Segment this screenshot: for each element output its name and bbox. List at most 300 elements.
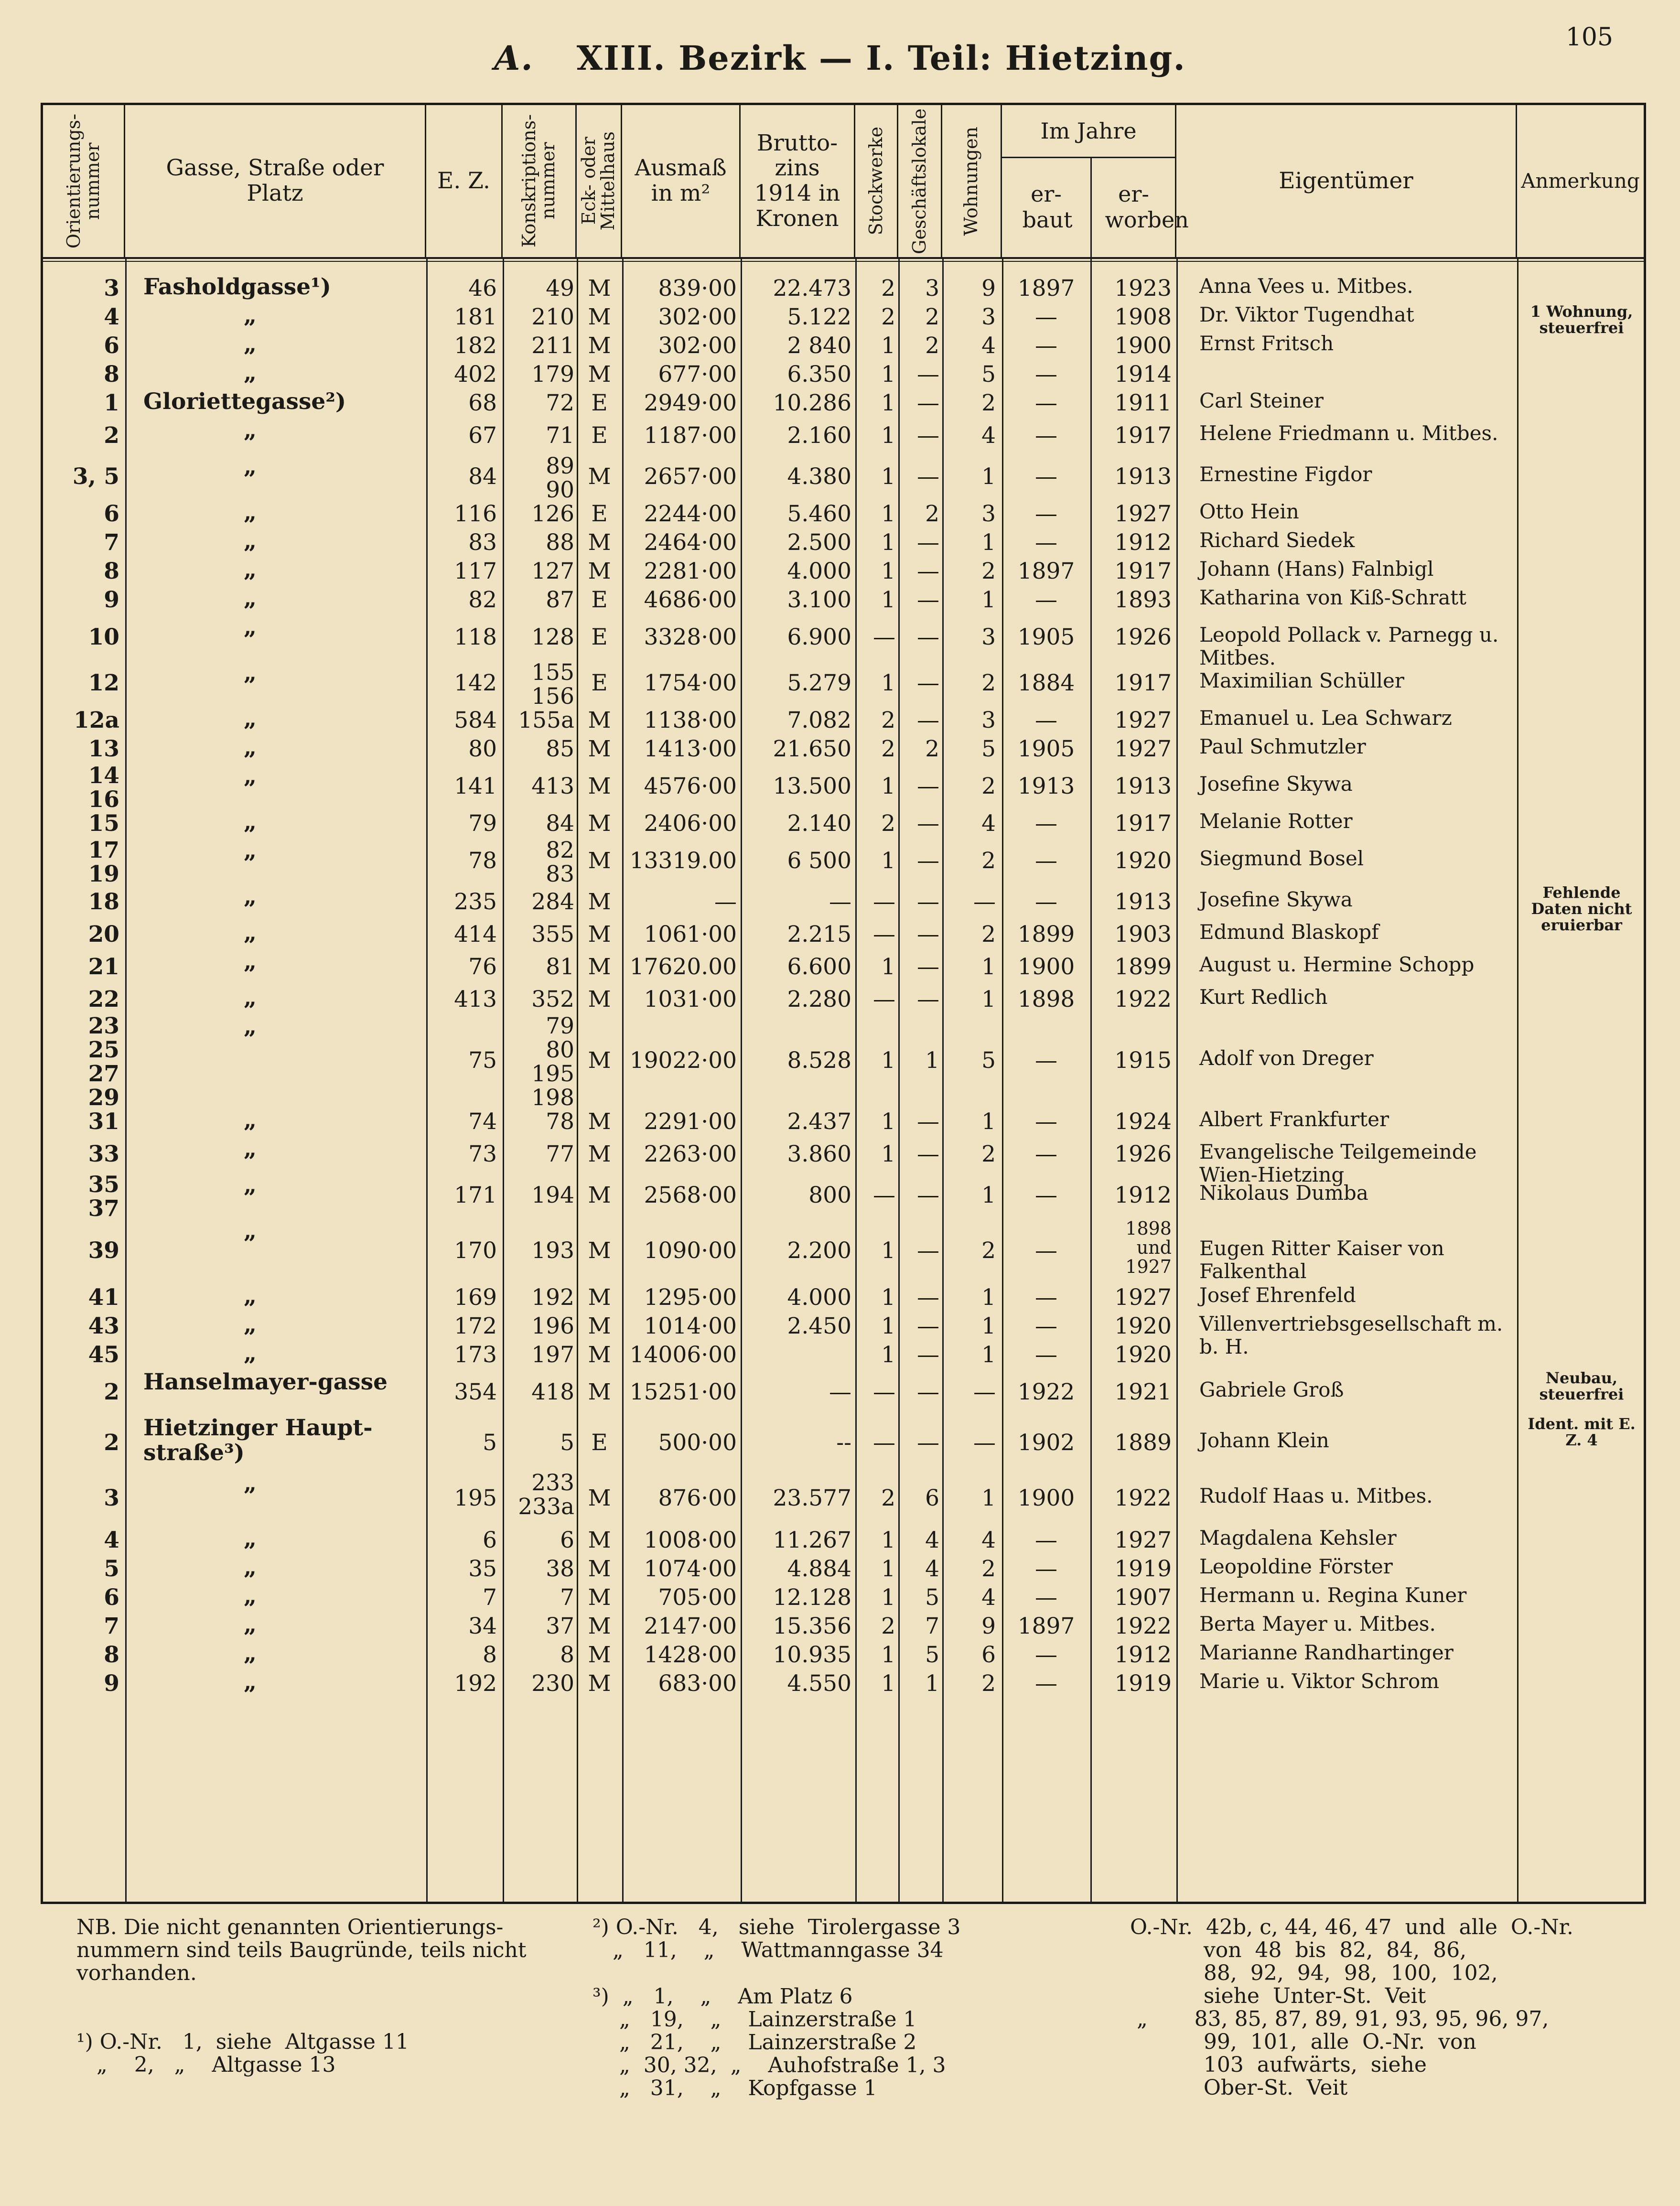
table-row	[43, 500, 1644, 529]
table-row	[43, 1527, 1644, 1555]
cell-g: 4	[925, 1556, 939, 1582]
cell-g: —	[917, 889, 939, 915]
cell-owner: August u. Hermine Schopp	[1199, 953, 1475, 976]
cell-z: 10.286	[773, 390, 851, 416]
cell-nr: 13	[88, 736, 119, 762]
cell-k: 355	[531, 921, 574, 947]
cell-k: 37	[546, 1613, 574, 1639]
cell-z: 2.140	[787, 810, 851, 837]
cell-k: 71	[546, 422, 574, 449]
cell-street: „	[244, 1554, 257, 1581]
cell-z: 7.082	[787, 707, 851, 733]
cell-ez: 7	[483, 1584, 497, 1611]
cell-nr: 12a	[74, 707, 119, 733]
cell-bau: 1905	[1017, 624, 1075, 650]
cell-bau: 1897	[1017, 1613, 1075, 1639]
cell-street: „	[244, 1612, 257, 1638]
cell-owner: Ernst Fritsch	[1199, 332, 1334, 355]
cell-s: 1	[881, 422, 895, 449]
header-rule	[43, 257, 1644, 259]
table-row	[43, 1284, 1644, 1313]
cell-g: 2	[925, 736, 939, 762]
cell-z: 2.200	[787, 1238, 851, 1264]
cell-bau: —	[1035, 1313, 1057, 1339]
col-header-konskr: Konskriptions- nummer	[503, 105, 577, 257]
cell-g: —	[917, 1430, 939, 1456]
cell-s: 1	[881, 333, 895, 359]
cell-z: 2.215	[787, 921, 851, 947]
cell-w: 9	[981, 275, 996, 301]
cell-street: Hanselmayer-gasse	[143, 1369, 388, 1395]
cell-bau: 1898	[1017, 986, 1075, 1012]
cell-street: „	[244, 809, 257, 835]
cell-owner: Anna Vees u. Mitbes.	[1199, 274, 1413, 298]
page-header	[0, 0, 1680, 103]
cell-street: „	[244, 985, 257, 1011]
cell-z: 6 500	[787, 848, 851, 874]
cell-nr: 2	[104, 1379, 119, 1405]
cell-ez: 116	[454, 501, 497, 527]
table-row	[43, 659, 1644, 710]
cell-a: 1074·00	[644, 1556, 737, 1582]
cell-note: 1 Wohnung, steuerfrei	[1530, 302, 1633, 337]
cell-s: 1	[881, 1642, 895, 1668]
cell-z: 2.280	[787, 986, 851, 1012]
cell-street: „	[244, 948, 257, 975]
cell-ez: 118	[454, 624, 497, 650]
table-row	[43, 1641, 1644, 1670]
cell-nr: 9	[104, 587, 119, 613]
cell-k: 210	[531, 304, 574, 330]
cell-z: 800	[808, 1182, 851, 1208]
cell-g: —	[917, 558, 939, 584]
table-row	[43, 1670, 1644, 1699]
cell-ez: 78	[468, 848, 497, 874]
cell-e: M	[588, 1047, 611, 1074]
cell-s: —	[873, 1182, 895, 1208]
cell-erw: 1926	[1114, 1141, 1172, 1167]
cell-g: —	[917, 1108, 939, 1135]
footnote-right: O.-Nr. 42b, c, 44, 46, 47 und alle O.-Nr. von 48 bis 82, 84, 86, 88, 92, 94, 98, 100, 102, siehe Unter-St. Veit „ 83, 85, 87, 89, 91, 93, 95, 96, 97, 99, 101, alle O.-Nr. von 103 aufwärts, siehe Ober-St. Veit	[1130, 1915, 1573, 2100]
cell-w: 1	[981, 1182, 996, 1208]
cell-a: 2291·00	[644, 1108, 737, 1135]
cell-owner: Evangelische Teilgemeinde Wien-Hietzing	[1199, 1140, 1477, 1186]
cell-owner: Katharina von Kiß-Schratt	[1199, 586, 1467, 609]
col-header-stock: Stockwerke	[855, 105, 898, 257]
cell-nr: 4	[104, 1527, 119, 1553]
cell-street: „	[244, 499, 257, 526]
cell-g: 2	[925, 333, 939, 359]
table-row	[43, 1416, 1644, 1471]
cell-s: 2	[881, 707, 895, 733]
col-header-wohn: Wohnungen	[942, 105, 1002, 257]
cell-erw: 1922	[1114, 986, 1172, 1012]
cell-bau: —	[1035, 390, 1057, 416]
col-header-brutto: Brutto-zins 1914 in Kronen	[741, 105, 855, 257]
cell-e: M	[588, 889, 611, 915]
cell-z: --	[836, 1430, 851, 1456]
table-row	[43, 332, 1644, 361]
cell-e: M	[588, 1527, 611, 1553]
cell-w: 1	[981, 1313, 996, 1339]
cell-g: —	[917, 810, 939, 837]
cell-ez: 354	[454, 1379, 497, 1405]
cell-nr: 7	[104, 1613, 119, 1639]
table-row	[43, 275, 1644, 303]
cell-e: E	[591, 670, 608, 696]
cell-e: M	[588, 275, 611, 301]
cell-k: 126	[531, 501, 574, 527]
footnote-2: ²) O.-Nr. 4, siehe Tirolergasse 3 „ 11, „ Wattmanngasse 34	[592, 1915, 961, 1962]
cell-e: M	[588, 1108, 611, 1135]
cell-ez: 171	[454, 1182, 497, 1208]
cell-z: 6.900	[787, 624, 851, 650]
cell-k: 72	[546, 390, 574, 416]
cell-owner: Paul Schmutzler	[1199, 735, 1366, 758]
cell-bau: —	[1035, 1284, 1057, 1311]
cell-nr: 4	[104, 304, 119, 330]
cell-z: 2.450	[787, 1313, 851, 1339]
cell-w: 4	[981, 333, 996, 359]
cell-erw: 1913	[1114, 889, 1172, 915]
cell-ez: 413	[454, 986, 497, 1012]
cell-e: M	[588, 1342, 611, 1368]
cell-bau: —	[1035, 333, 1057, 359]
cell-street: „	[244, 1669, 257, 1695]
cell-w: 1	[981, 463, 996, 490]
cell-nr: 7	[104, 529, 119, 556]
table-row	[43, 1341, 1644, 1370]
cell-a: 2263·00	[644, 1141, 737, 1167]
cell-a: 2406·00	[644, 810, 737, 837]
cell-ez: 192	[454, 1670, 497, 1697]
cell-k: 88	[546, 529, 574, 556]
cell-nr: 14 16	[88, 763, 119, 813]
cell-bau: —	[1035, 1342, 1057, 1368]
table-row	[43, 1013, 1644, 1111]
cell-erw: 1913	[1114, 463, 1172, 490]
cell-bau: —	[1035, 361, 1057, 387]
cell-k: 211	[531, 333, 574, 359]
cell-w: —	[973, 1379, 996, 1405]
cell-a: 2464·00	[644, 529, 737, 556]
cell-erw: 1919	[1114, 1556, 1172, 1582]
cell-owner: Hermann u. Regina Kuner	[1199, 1583, 1467, 1607]
cell-k: 193	[531, 1238, 574, 1264]
cell-nr: 35 37	[88, 1172, 119, 1222]
cell-z: 4.380	[787, 463, 851, 490]
cell-e: M	[588, 921, 611, 947]
cell-ez: 195	[454, 1485, 497, 1511]
col-header-im-jahre: Im Jahre	[1002, 105, 1175, 158]
cell-ez: 141	[454, 773, 497, 799]
cell-k: 49	[546, 275, 574, 301]
cell-nr: 31	[88, 1108, 119, 1135]
cell-a: 302·00	[658, 333, 737, 359]
cell-street: „	[244, 585, 257, 612]
cell-bau: 1913	[1017, 773, 1075, 799]
cell-z: 4.884	[787, 1556, 851, 1582]
cell-z: 4.000	[787, 1284, 851, 1311]
cell-a: 4576·00	[644, 773, 737, 799]
cell-s: 1	[881, 558, 895, 584]
cell-erw: 1914	[1114, 361, 1172, 387]
header-rule-thin	[43, 261, 1644, 262]
cell-w: 3	[981, 624, 996, 650]
cell-street: „	[244, 1107, 257, 1133]
cell-a: 2147·00	[644, 1613, 737, 1639]
cell-nr: 5	[104, 1556, 119, 1582]
cell-ez: 79	[468, 810, 497, 837]
col-header-remark: Anmerkung	[1521, 169, 1640, 193]
cell-a: 2657·00	[644, 463, 737, 490]
cell-a: 705·00	[658, 1584, 737, 1611]
cell-nr: 6	[104, 333, 119, 359]
cell-g: —	[917, 921, 939, 947]
col-header-ez: E. Z.	[426, 105, 503, 257]
cell-g: 5	[925, 1584, 939, 1611]
cell-e: E	[591, 422, 608, 449]
table-row	[43, 558, 1644, 586]
cell-s: 1	[881, 501, 895, 527]
cell-note: Neubau, steuerfrei	[1539, 1369, 1624, 1403]
col-header-area: Ausmaß in m²	[622, 105, 741, 257]
col-header-erworben: er-worben	[1105, 181, 1189, 233]
cell-ez: 84	[468, 463, 497, 490]
cell-nr: 12	[88, 670, 119, 696]
cell-s: 1	[881, 1584, 895, 1611]
cell-s: 2	[881, 275, 895, 301]
cell-erw: 1926	[1114, 624, 1172, 650]
table-row	[43, 763, 1644, 813]
cell-owner: Maximilian Schüller	[1199, 669, 1404, 692]
cell-z: 6.600	[787, 954, 851, 980]
cell-ez: 170	[454, 1238, 497, 1264]
cell-k: 87	[546, 587, 574, 613]
cell-bau: —	[1035, 463, 1057, 490]
table-row	[43, 529, 1644, 558]
cell-a: 1295·00	[644, 1284, 737, 1311]
cell-bau: 1900	[1017, 1485, 1075, 1511]
cell-w: 1	[981, 1485, 996, 1511]
col-header-gesch: Geschäftslokale	[898, 105, 942, 257]
cell-bau: —	[1035, 889, 1057, 915]
cell-s: 2	[881, 1613, 895, 1639]
cell-erw: 1922	[1114, 1613, 1172, 1639]
cell-s: 1	[881, 1047, 895, 1074]
cell-w: 4	[981, 810, 996, 837]
cell-ez: 67	[468, 422, 497, 449]
cell-s: —	[873, 1430, 895, 1456]
cell-nr: 22	[88, 986, 119, 1012]
cell-owner: Nikolaus Dumba	[1199, 1181, 1368, 1205]
cell-g: —	[917, 361, 939, 387]
cell-k: 6	[560, 1527, 574, 1553]
cell-erw: 1899	[1114, 954, 1172, 980]
cell-street: „	[244, 1283, 257, 1309]
cell-erw: 1915	[1114, 1047, 1172, 1074]
cell-g: 1	[925, 1047, 939, 1074]
cell-e: M	[588, 304, 611, 330]
cell-bau: 1922	[1017, 1379, 1075, 1405]
cell-w: 4	[981, 1527, 996, 1553]
footnote-nb: NB. Die nicht genannten Orientierungs- nummern sind teils Baugründe, teils nicht vorhanden.	[76, 1915, 527, 1985]
cell-s: —	[873, 986, 895, 1012]
col-header-owner: Eigentümer	[1176, 105, 1517, 257]
cell-bau: —	[1035, 529, 1057, 556]
cell-k: 84	[546, 810, 574, 837]
cell-e: M	[588, 1238, 611, 1264]
cell-erw: 1919	[1114, 1670, 1172, 1697]
cell-note: Ident. mit E. Z. 4	[1528, 1415, 1636, 1449]
table-row	[43, 1136, 1644, 1186]
cell-k: 81	[546, 954, 574, 980]
cell-a: 2949·00	[644, 390, 737, 416]
cell-k: 418	[531, 1379, 574, 1405]
cell-a: —	[714, 889, 737, 915]
table-row	[43, 1370, 1644, 1416]
cell-k: 5	[560, 1430, 574, 1456]
cell-z: 2 840	[787, 333, 851, 359]
cell-k: 155a	[518, 707, 574, 733]
cell-nr: 45	[88, 1342, 119, 1368]
cell-bau: 1905	[1017, 736, 1075, 762]
cell-g: 6	[925, 1485, 939, 1511]
cell-erw: 1912	[1114, 1642, 1172, 1668]
cell-e: M	[588, 1485, 611, 1511]
cell-w: 2	[981, 1670, 996, 1697]
cell-nr: 3	[104, 275, 119, 301]
cell-erw: 1912	[1114, 1182, 1172, 1208]
cell-street: „	[244, 360, 257, 386]
cell-owner: Albert Frankfurter	[1199, 1108, 1389, 1131]
cell-street: „	[244, 1172, 257, 1198]
cell-ez: 74	[468, 1108, 497, 1135]
cell-w: 5	[981, 1047, 996, 1074]
cell-street: „	[244, 734, 257, 761]
cell-s: —	[873, 624, 895, 650]
cell-g: —	[917, 390, 939, 416]
cell-g: 3	[925, 275, 939, 301]
cell-w: 2	[981, 848, 996, 874]
cell-e: E	[591, 390, 608, 416]
cell-g: —	[917, 529, 939, 556]
cell-k: 230	[531, 1670, 574, 1697]
cell-g: —	[917, 986, 939, 1012]
cell-erw: 1898 und 1927	[1125, 1218, 1172, 1277]
cell-a: 2568·00	[644, 1182, 737, 1208]
cell-g: 4	[925, 1527, 939, 1553]
cell-owner: Melanie Rotter	[1199, 809, 1353, 833]
cell-w: 2	[981, 558, 996, 584]
col-header-group-years	[1002, 105, 1189, 257]
table-row	[43, 586, 1644, 615]
table-row	[43, 453, 1644, 503]
cell-street: „	[244, 1340, 257, 1367]
cell-k: 89 90	[546, 453, 574, 503]
table-row	[43, 1584, 1644, 1613]
cell-ez: 34	[468, 1613, 497, 1639]
cell-w: 2	[981, 921, 996, 947]
cell-k: 79 80 195 198	[531, 1013, 574, 1111]
cell-e: E	[591, 587, 608, 613]
cell-s: 1	[881, 1556, 895, 1582]
cell-street: „	[244, 920, 257, 946]
cell-nr: 6	[104, 1584, 119, 1611]
cell-street: Fasholdgasse¹)	[143, 274, 331, 300]
cell-g: —	[917, 848, 939, 874]
cell-erw: 1917	[1114, 670, 1172, 696]
cell-s: —	[873, 889, 895, 915]
cell-a: 14006·00	[629, 1342, 737, 1368]
cell-a: 13319.00	[629, 848, 737, 874]
cell-owner: Richard Siedek	[1199, 528, 1355, 552]
cell-k: 194	[531, 1182, 574, 1208]
cell-a: 876·00	[658, 1485, 737, 1511]
cell-z: 22.473	[773, 275, 851, 301]
cell-w: 1	[981, 1342, 996, 1368]
cell-note: Fehlende Daten nicht eruierbar	[1531, 883, 1632, 934]
cell-z: 4.550	[787, 1670, 851, 1697]
cell-nr: 8	[104, 361, 119, 387]
cell-street: „	[244, 614, 257, 640]
cell-w: 1	[981, 1108, 996, 1135]
cell-ez: 6	[483, 1527, 497, 1553]
table-row	[43, 389, 1644, 418]
table-row	[43, 614, 1644, 669]
cell-bau: —	[1035, 1670, 1057, 1697]
cell-k: 196	[531, 1313, 574, 1339]
cell-owner: Josefine Skywa	[1199, 888, 1353, 911]
cell-a: 19022·00	[629, 1047, 737, 1074]
cell-erw: 1903	[1114, 921, 1172, 947]
cell-ez: 414	[454, 921, 497, 947]
cell-nr: 18	[88, 889, 119, 915]
cell-z: 3.860	[787, 1141, 851, 1167]
cell-a: 683·00	[658, 1670, 737, 1697]
cell-a: 1090·00	[644, 1238, 737, 1264]
cell-erw: 1913	[1114, 773, 1172, 799]
table-row	[43, 1108, 1644, 1137]
cell-erw: 1920	[1114, 1313, 1172, 1339]
cell-z: —	[829, 889, 851, 915]
cell-nr: 8	[104, 1642, 119, 1668]
cell-g: —	[917, 670, 939, 696]
cell-e: M	[588, 1284, 611, 1311]
cell-owner: Gabriele Groß	[1199, 1378, 1344, 1401]
cell-owner: Josef Ehrenfeld	[1199, 1283, 1356, 1307]
cell-k: 38	[546, 1556, 574, 1582]
cell-z: 21.650	[773, 736, 851, 762]
cell-street: „	[244, 883, 257, 910]
cell-g: —	[917, 707, 939, 733]
cell-ez: 584	[454, 707, 497, 733]
cell-s: 1	[881, 1342, 895, 1368]
table-row	[43, 735, 1644, 764]
cell-nr: 33	[88, 1141, 119, 1167]
cell-k: 352	[531, 986, 574, 1012]
cell-bau: 1900	[1017, 954, 1075, 980]
table-row	[43, 1613, 1644, 1641]
cell-z: 5.279	[787, 670, 851, 696]
cell-s: 1	[881, 954, 895, 980]
cell-g: 7	[925, 1613, 939, 1639]
cell-ez: 82	[468, 587, 497, 613]
cell-street: „	[244, 1583, 257, 1609]
cell-erw: 1889	[1114, 1430, 1172, 1456]
cell-k: 77	[546, 1141, 574, 1167]
section-letter: A.	[494, 38, 534, 78]
